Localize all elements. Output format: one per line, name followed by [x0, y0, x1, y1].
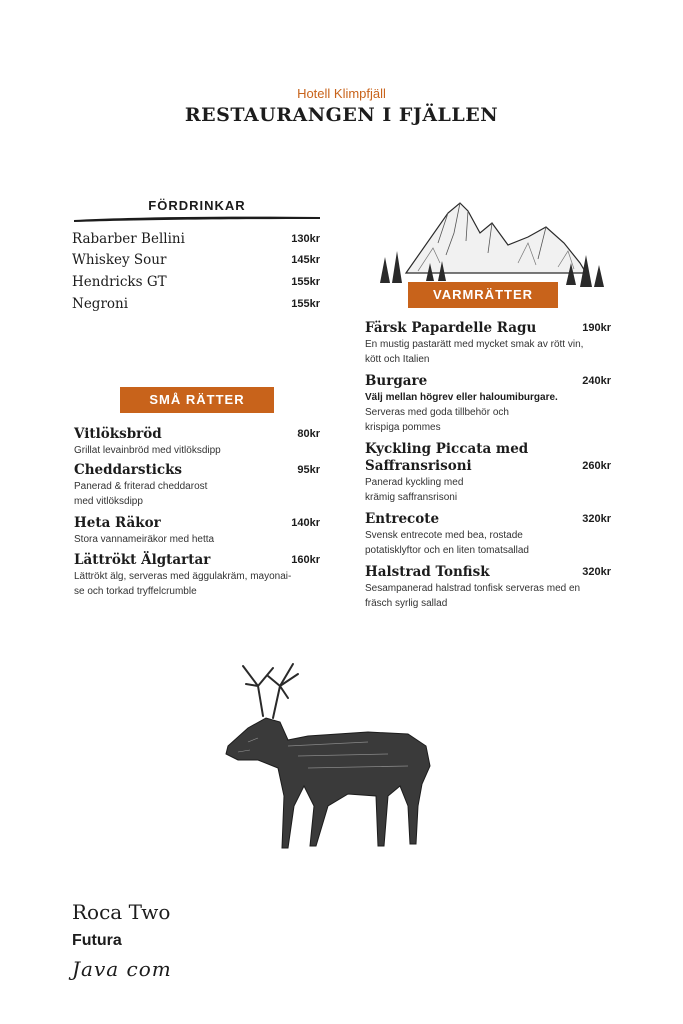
dish-description: med vitlöksdipp [74, 496, 143, 507]
dish-item [365, 511, 611, 558]
dish-description: krämig saffransrisoni [365, 492, 458, 503]
dish-highlight: Välj mellan högrev eller haloumiburgare. [365, 392, 558, 403]
dish-name: Saffransrisoni [365, 458, 472, 474]
dish-price: 95kr [297, 464, 320, 476]
dish-description: Panerad & friterad cheddarost [74, 481, 208, 492]
brush-underline-icon [72, 214, 322, 224]
font-credit-futura: Futura [72, 932, 122, 949]
varmratter-banner: VARMRÄTTER [408, 282, 558, 308]
dish-price: 260kr [582, 460, 611, 472]
dish-description: Grillat levainbröd med vitlöksdipp [74, 445, 221, 456]
dish-price: 140kr [291, 517, 320, 529]
dish-description: potatisklyftor och en liten tomatsallad [365, 545, 529, 556]
dish-item [365, 373, 611, 435]
drink-price: 130kr [291, 233, 320, 245]
dish-description: fräsch syrlig sallad [365, 598, 448, 609]
dish-price: 320kr [582, 566, 611, 578]
dish-price: 240kr [582, 375, 611, 387]
drink-name: Hendricks GT [72, 274, 167, 290]
sma-ratter-banner: SMÅ RÄTTER [120, 387, 274, 413]
reindeer-illustration-icon [218, 656, 448, 856]
dish-price: 80kr [297, 428, 320, 440]
font-credit-roca: Roca Two [72, 900, 171, 924]
drink-name: Whiskey Sour [72, 252, 167, 268]
dish-name: Vitlöksbröd [74, 426, 162, 442]
dish-item [365, 320, 611, 367]
dish-price: 190kr [582, 322, 611, 334]
drink-name: Rabarber Bellini [72, 231, 185, 247]
dish-name: Färsk Papardelle Ragu [365, 320, 537, 336]
drink-item [72, 231, 320, 251]
dish-item [74, 462, 320, 509]
dish-item [74, 552, 320, 599]
fordrinkar-header [72, 196, 322, 224]
dish-name: Burgare [365, 373, 428, 389]
drink-item [72, 296, 320, 316]
drink-price: 145kr [291, 254, 320, 266]
dish-description: Panerad kyckling med [365, 477, 464, 488]
dish-description: se och torkad tryffelcrumble [74, 586, 197, 597]
dish-name: Entrecote [365, 511, 440, 527]
dish-description: Lättrökt älg, serveras med äggulakräm, mayonai- [74, 571, 292, 582]
dish-name: Lättrökt Älgtartar [74, 552, 211, 568]
drink-price: 155kr [291, 276, 320, 288]
dish-description: Serveras med goda tillbehör och [365, 407, 509, 418]
font-credit-java: Java com [72, 957, 172, 981]
drink-price: 155kr [291, 298, 320, 310]
dish-name: Heta Räkor [74, 515, 161, 531]
dish-price: 320kr [582, 513, 611, 525]
dish-item [365, 441, 611, 505]
dish-description: En mustig pastarätt med mycket smak av rött vin, [365, 339, 584, 350]
dish-name: Cheddarsticks [74, 462, 183, 478]
dish-name: Halstrad Tonfisk [365, 564, 490, 580]
hotel-name: Hotell Klimpfjäll [297, 86, 386, 101]
restaurant-title: RESTAURANGEN I FJÄLLEN [184, 104, 499, 126]
dish-price: 160kr [291, 554, 320, 566]
dish-item [365, 564, 611, 611]
fordrinkar-heading: FÖRDRINKAR [148, 198, 246, 213]
dish-description: Sesampanerad halstrad tonfisk serveras med en [365, 583, 581, 594]
dish-item [74, 426, 320, 458]
dish-description: Svensk entrecote med bea, rostade [365, 530, 523, 541]
dish-description: kött och Italien [365, 354, 430, 365]
dish-name: Kyckling Piccata med [365, 441, 529, 457]
dish-description: krispiga pommes [365, 422, 441, 433]
dish-description: Stora vannameiräkor med hetta [74, 534, 215, 545]
drink-item [72, 274, 320, 294]
drink-item [72, 252, 320, 272]
drink-name: Negroni [72, 296, 129, 312]
dish-item [74, 515, 320, 547]
